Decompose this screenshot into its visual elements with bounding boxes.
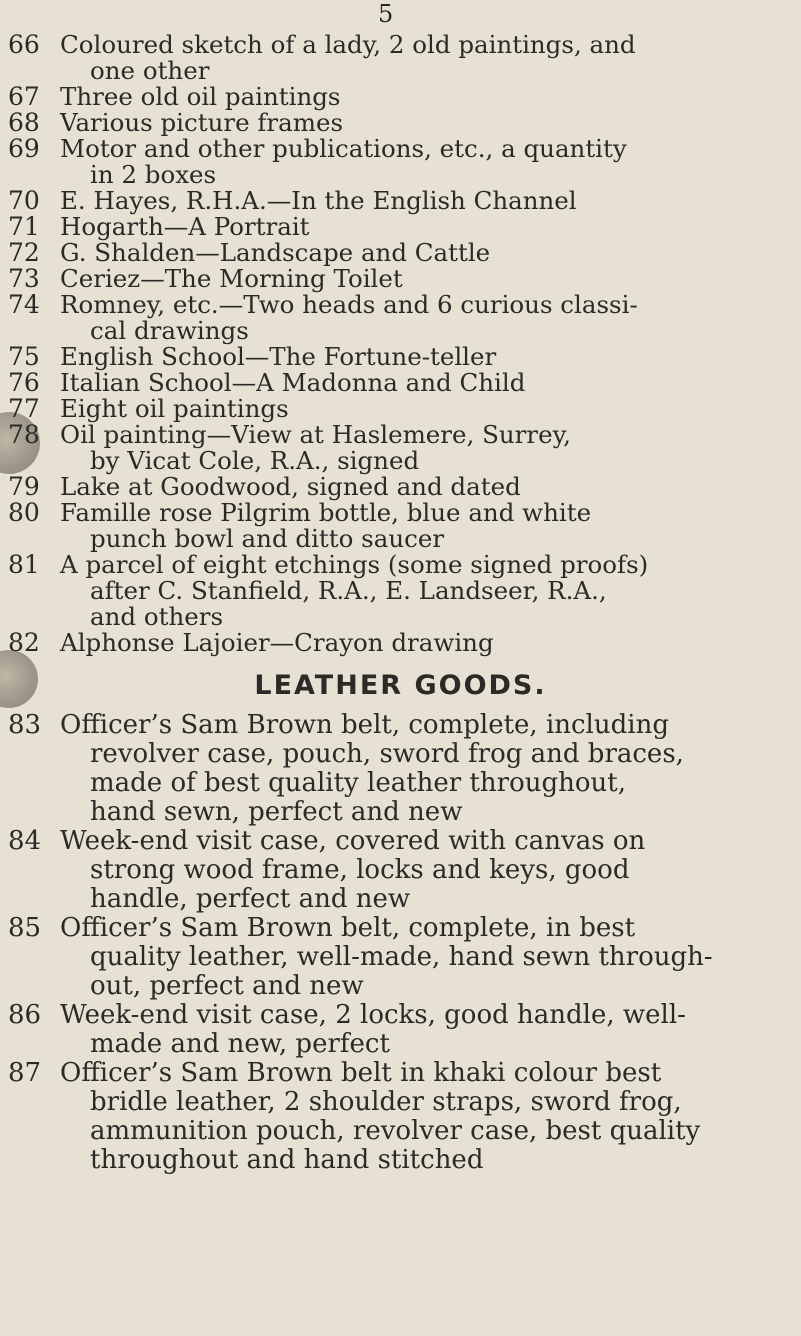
lot-number: 68: [8, 108, 40, 137]
lot-number: 84: [8, 826, 42, 856]
lot-number: 73: [8, 264, 40, 293]
lot-description: Officer’s Sam Brown belt, complete, in best quality leather, well-made, hand sewn through- out, perfect and new: [60, 913, 713, 1001]
lot-description: Week-end visit case, covered with canvas on strong wood frame, locks and keys, good handle, perfect and new: [60, 826, 646, 914]
lot-number: 79: [8, 472, 40, 501]
lot-description: G. Shalden—Landscape and Cattle: [60, 238, 491, 267]
lot-description: English School—The Fortune-teller: [60, 342, 497, 371]
lot-number: 82: [8, 628, 40, 657]
lot-66: [0, 32, 801, 84]
lot-description: Motor and other publications, etc., a quantity in 2 boxes: [60, 134, 627, 189]
lot-74: [0, 292, 801, 344]
lot-description: Famille rose Pilgrim bottle, blue and white punch bowl and ditto saucer: [60, 498, 592, 553]
lot-number: 66: [8, 30, 40, 59]
lot-87: [0, 1059, 801, 1175]
lot-description: Coloured sketch of a lady, 2 old paintings, and one other: [60, 30, 636, 85]
lot-86: [0, 1001, 801, 1059]
lot-79: [0, 474, 801, 500]
page-number: 5: [378, 0, 394, 28]
lot-number: 87: [8, 1058, 42, 1088]
lot-number: 86: [8, 1000, 42, 1030]
lot-77: [0, 396, 801, 422]
lot-70: [0, 188, 801, 214]
lot-number: 83: [8, 710, 42, 740]
lot-68: [0, 110, 801, 136]
lot-73: [0, 266, 801, 292]
lot-85: [0, 914, 801, 1001]
lot-83: [0, 711, 801, 827]
lot-number: 70: [8, 186, 40, 215]
lot-description: Hogarth—A Portrait: [60, 212, 310, 241]
lot-description: Oil painting—View at Haslemere, Surrey, by Vicat Cole, R.A., signed: [60, 420, 571, 475]
lot-number: 78: [8, 420, 40, 449]
lot-number: 77: [8, 394, 40, 423]
lot-description: Various picture frames: [60, 108, 344, 137]
lot-72: [0, 240, 801, 266]
catalogue-list: [0, 32, 801, 1175]
lot-description: A parcel of eight etchings (some signed proofs) after C. Stanfield, R.A., E. Landseer, R.A., and others: [60, 550, 649, 631]
lot-description: Officer’s Sam Brown belt, complete, including revolver case, pouch, sword frog and braces, made of best quality leather throughout, hand sewn, perfect and new: [60, 710, 684, 827]
lot-number: 74: [8, 290, 40, 319]
lot-81: [0, 552, 801, 630]
lot-67: [0, 84, 801, 110]
lot-number: 69: [8, 134, 40, 163]
lot-84: [0, 827, 801, 914]
lot-number: 67: [8, 82, 40, 111]
lot-description: Three old oil paintings: [60, 82, 341, 111]
lot-71: [0, 214, 801, 240]
lot-82: [0, 630, 801, 656]
lot-description: Romney, etc.—Two heads and 6 curious classi- cal drawings: [60, 290, 638, 345]
lot-description: Week-end visit case, 2 locks, good handle, well- made and new, perfect: [60, 1000, 686, 1059]
lot-number: 72: [8, 238, 40, 267]
lot-description: Eight oil paintings: [60, 394, 289, 423]
lot-78: [0, 422, 801, 474]
lot-number: 75: [8, 342, 40, 371]
lot-number: 80: [8, 498, 40, 527]
lot-description: Lake at Goodwood, signed and dated: [60, 472, 521, 501]
lot-description: E. Hayes, R.H.A.—In the English Channel: [60, 186, 577, 215]
lot-description: Officer’s Sam Brown belt in khaki colour best bridle leather, 2 shoulder straps, sword frog, ammunition pouch, revolver case, best quality throughout and hand stitched: [60, 1058, 701, 1175]
lot-number: 85: [8, 913, 42, 943]
section-heading: LEATHER GOODS.: [254, 670, 547, 701]
leather-goods-list: [0, 711, 801, 1175]
lot-number: 81: [8, 550, 40, 579]
lot-description: Italian School—A Madonna and Child: [60, 368, 526, 397]
lot-80: [0, 500, 801, 552]
lot-69: [0, 136, 801, 188]
lot-description: Alphonse Lajoier—Crayon drawing: [60, 628, 494, 657]
lot-76: [0, 370, 801, 396]
lot-75: [0, 344, 801, 370]
lot-number: 71: [8, 212, 40, 241]
lot-number: 76: [8, 368, 40, 397]
lot-description: Ceriez—The Morning Toilet: [60, 264, 403, 293]
